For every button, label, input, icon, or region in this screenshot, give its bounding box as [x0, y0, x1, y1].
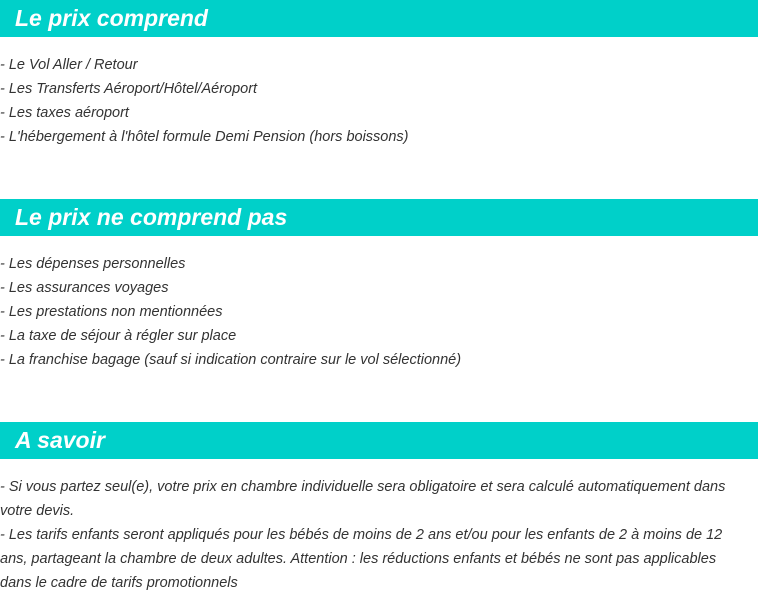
good-to-know-list — [0, 475, 750, 595]
list-item: - Les Transferts Aéroport/Hôtel/Aéroport — [0, 81, 258, 97]
list-item: - La taxe de séjour à régler sur place — [0, 328, 237, 344]
included-list — [0, 53, 758, 149]
list-item: - Les taxes aéroport — [0, 105, 129, 121]
list-item: - L'hébergement à l'hôtel formule Demi Pension (hors boissons) — [0, 129, 409, 145]
list-item: - Les tarifs enfants seront appliqués pour les bébés de moins de 2 ans et/ou pour les enfants de 2 à moins de 12 ans, partageant la chambre de deux adultes. Attention : les réductions enfants et bébés ne sont pas applicables dans le cadre de tarifs promotionnels — [0, 527, 723, 591]
list-item: - Si vous partez seul(e), votre prix en chambre individuelle sera obligatoire et sera calculé automatiquement dans votre devis. — [0, 479, 726, 519]
list-item: - La franchise bagage (sauf si indication contraire sur le vol sélectionné) — [0, 352, 462, 368]
list-item: - Les assurances voyages — [0, 280, 169, 296]
list-item: - Le Vol Aller / Retour — [0, 57, 138, 73]
not-included-list — [0, 252, 758, 372]
list-item: - Les dépenses personnelles — [0, 256, 186, 272]
list-item: - Les prestations non mentionnées — [0, 304, 223, 320]
section-header-included: Le prix comprend — [0, 0, 758, 37]
section-header-not-included: Le prix ne comprend pas — [0, 199, 758, 236]
section-header-good-to-know: A savoir — [0, 422, 758, 459]
